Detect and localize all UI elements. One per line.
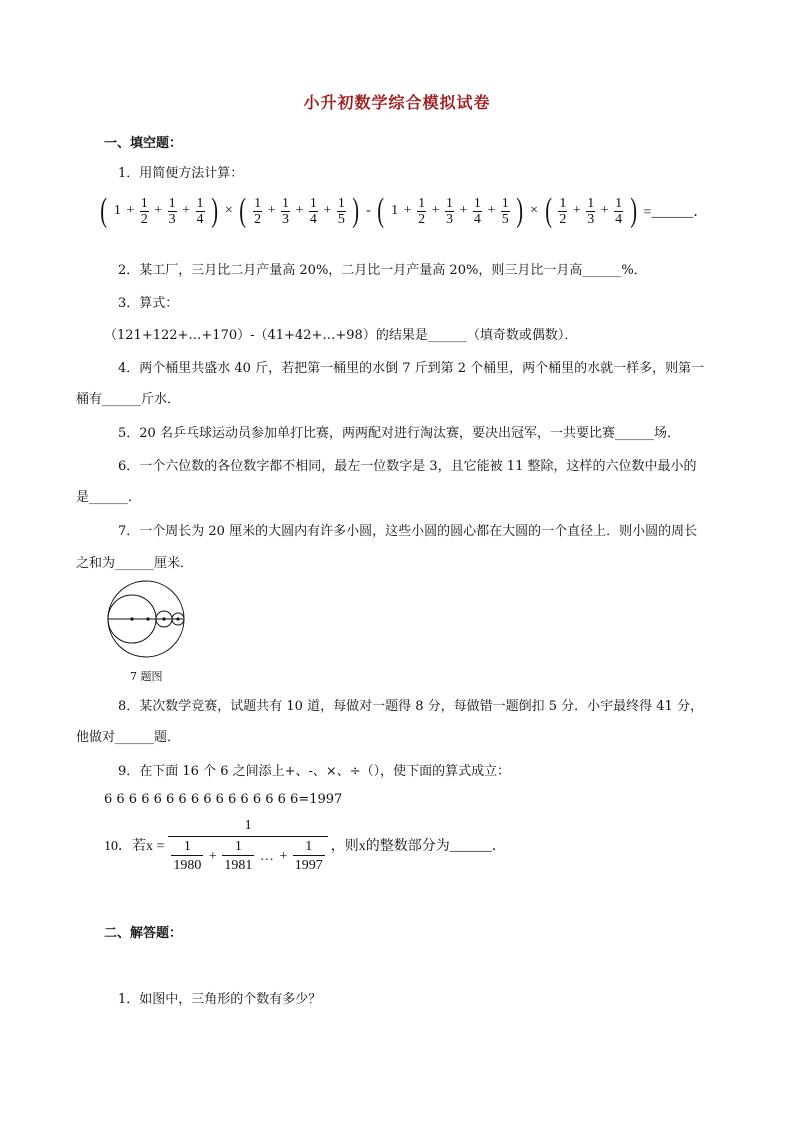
- plus-sign: +: [208, 848, 217, 864]
- answer-question-1: 1．如图中，三角形的个数有多少？: [118, 992, 322, 1007]
- denominator: 4: [309, 211, 317, 227]
- plus-sign: +: [154, 203, 163, 218]
- denominator: 1980: [171, 855, 203, 874]
- denominator: 3: [282, 211, 290, 227]
- question-3-title: 3．算式：: [118, 296, 179, 311]
- question-9-line-1: 9．在下面 16 个 6 之间添上+、-、×、÷（），使下面的算式成立：: [118, 764, 511, 779]
- plus-sign: +: [182, 203, 191, 218]
- denominator: 5: [501, 211, 509, 227]
- right-paren: ): [516, 192, 524, 229]
- fraction-one-half: [140, 196, 149, 227]
- denominator: 5: [337, 211, 345, 227]
- fraction-one-quarter: [614, 196, 623, 227]
- right-paren: ): [629, 192, 637, 229]
- question-6-line-1: 6．一个六位数的各位数字都不相同，最左一位数字是 3，且它能被 11 整除，这样的六位数中最小的: [118, 459, 697, 474]
- denominator: 3: [445, 211, 453, 227]
- fraction-one-third: [586, 196, 595, 227]
- denominator: 2: [559, 211, 567, 227]
- question-7-line-1: 7．一个周长为 20 厘米的大圆内有许多小圆，这些小圆的圆心都在大圆的一个直径上．则小圆的周长: [118, 524, 698, 539]
- right-paren: ): [352, 192, 360, 229]
- section-fill-in-heading: 一、填空题：: [104, 136, 183, 151]
- numerator: 1: [501, 195, 509, 211]
- plus-sign: +: [279, 848, 288, 864]
- question-1-text: 1．用简便方法计算：: [118, 166, 244, 181]
- left-paren: (: [100, 192, 108, 229]
- numerator: 1: [282, 195, 290, 211]
- question-2: 2．某工厂，三月比二月产量高 20%，二月比一月产量高 20%，则三月比一月高______%．: [118, 263, 647, 278]
- right-paren: ): [211, 192, 219, 229]
- question-5: 5．20 名乒乓球运动员参加单打比赛，两两配对进行淘汰赛，要决出冠军，一共要比赛______场．: [118, 426, 680, 441]
- fraction-one-fifth: [501, 196, 510, 227]
- denominator: 1981: [222, 855, 254, 874]
- question-8-line-2: 他做对______题．: [76, 730, 181, 745]
- numerator: 1: [234, 839, 242, 854]
- plus-sign: +: [459, 203, 468, 218]
- fraction-one-quarter: [309, 196, 318, 227]
- center-dot: [146, 617, 149, 620]
- question-4-line-2: 桶有______斤水．: [76, 392, 181, 407]
- denominator: 3: [587, 211, 595, 227]
- plus-sign: +: [323, 203, 332, 218]
- denominator: 4: [473, 211, 481, 227]
- denominator: 1997: [293, 855, 325, 874]
- question-10-suffix: ，则x的整数部分为______．: [330, 839, 506, 854]
- fraction-1-over-1981: [222, 839, 254, 874]
- question-8-line-1: 8．某次数学竞赛，试题共有 10 道，每做对一题得 8 分，每做错一题倒扣 5 分．小宇最终得 41 分，: [118, 699, 703, 714]
- answer-blank: =______．: [643, 205, 708, 220]
- times-sign: ×: [224, 203, 233, 218]
- ellipsis: …: [259, 848, 274, 864]
- fraction-1-over-1980: [171, 839, 203, 874]
- numerator: 1: [337, 195, 345, 211]
- denominator: 2: [140, 211, 148, 227]
- numerator: 1: [587, 195, 595, 211]
- fraction-1-over-1997: [293, 839, 325, 874]
- plus-sign: +: [295, 203, 304, 218]
- numerator: 1: [473, 195, 481, 211]
- question-10: [104, 816, 506, 874]
- question-10-prefix: 10．若x =: [104, 839, 165, 854]
- question-7-line-2: 之和为______厘米．: [76, 556, 194, 571]
- question-4-line-1: 4．两个桶里共盛水 40 斤，若把第一桶里的水倒 7 斤到第 2 个桶里，两个桶里的水就一样多，则第一: [118, 361, 705, 376]
- numerator: 1: [559, 195, 567, 211]
- numerator: 1: [168, 195, 176, 211]
- left-paren: (: [544, 192, 552, 229]
- integer-one: 1: [113, 203, 121, 218]
- denominator: 4: [615, 211, 623, 227]
- question-1-expression: [98, 194, 708, 228]
- numerator: 1: [445, 195, 453, 211]
- plus-sign: +: [403, 203, 412, 218]
- fraction-one-half: [253, 196, 262, 227]
- main-fraction: [168, 816, 327, 874]
- plus-sign: +: [572, 203, 581, 218]
- plus-sign: +: [267, 203, 276, 218]
- fraction-one-fifth: [337, 196, 346, 227]
- denominator: 4: [196, 211, 204, 227]
- numerator: 1: [183, 839, 191, 854]
- numerator: 1: [418, 195, 426, 211]
- fraction-one-third: [445, 196, 454, 227]
- integer-one: 1: [391, 203, 399, 218]
- times-sign: ×: [530, 203, 539, 218]
- page-title: 小升初数学综合模拟试卷: [303, 93, 491, 112]
- circles-figure: [104, 578, 190, 664]
- fraction-one-half: [417, 196, 426, 227]
- denominator: 3: [168, 211, 176, 227]
- left-paren: (: [377, 192, 385, 229]
- question-3-body: （121+122+…+170）-（41+42+…+98）的结果是______（填奇数或偶数）．: [104, 328, 578, 343]
- question-6-line-2: 是______．: [76, 490, 142, 505]
- denominator: 2: [418, 211, 426, 227]
- numerator: 1: [140, 195, 148, 211]
- figure-7-caption: 7 题图: [130, 670, 163, 683]
- plus-sign: +: [487, 203, 496, 218]
- numerator: 1: [196, 195, 204, 211]
- left-paren: (: [239, 192, 247, 229]
- fraction-one-half: [558, 196, 567, 227]
- numerator: 1: [309, 195, 317, 211]
- minus-sign: -: [366, 203, 371, 218]
- plus-sign: +: [600, 203, 609, 218]
- main-denominator: [168, 836, 327, 874]
- numerator: 1: [615, 195, 623, 211]
- plus-sign: +: [431, 203, 440, 218]
- center-dot: [130, 617, 133, 620]
- question-9-line-2: 6 6 6 6 6 6 6 6 6 6 6 6 6 6 6 6=1997: [104, 792, 343, 807]
- fraction-one-quarter: [196, 196, 205, 227]
- denominator: 2: [254, 211, 262, 227]
- center-dot: [176, 617, 179, 620]
- plus-sign: +: [126, 203, 135, 218]
- numerator: 1: [305, 839, 313, 854]
- center-dot: [162, 617, 165, 620]
- numerator: 1: [254, 195, 262, 211]
- fraction-one-quarter: [473, 196, 482, 227]
- main-numerator: 1: [244, 818, 252, 833]
- fraction-one-third: [168, 196, 177, 227]
- section-answer-heading: 二、解答题：: [104, 926, 183, 941]
- fraction-one-third: [281, 196, 290, 227]
